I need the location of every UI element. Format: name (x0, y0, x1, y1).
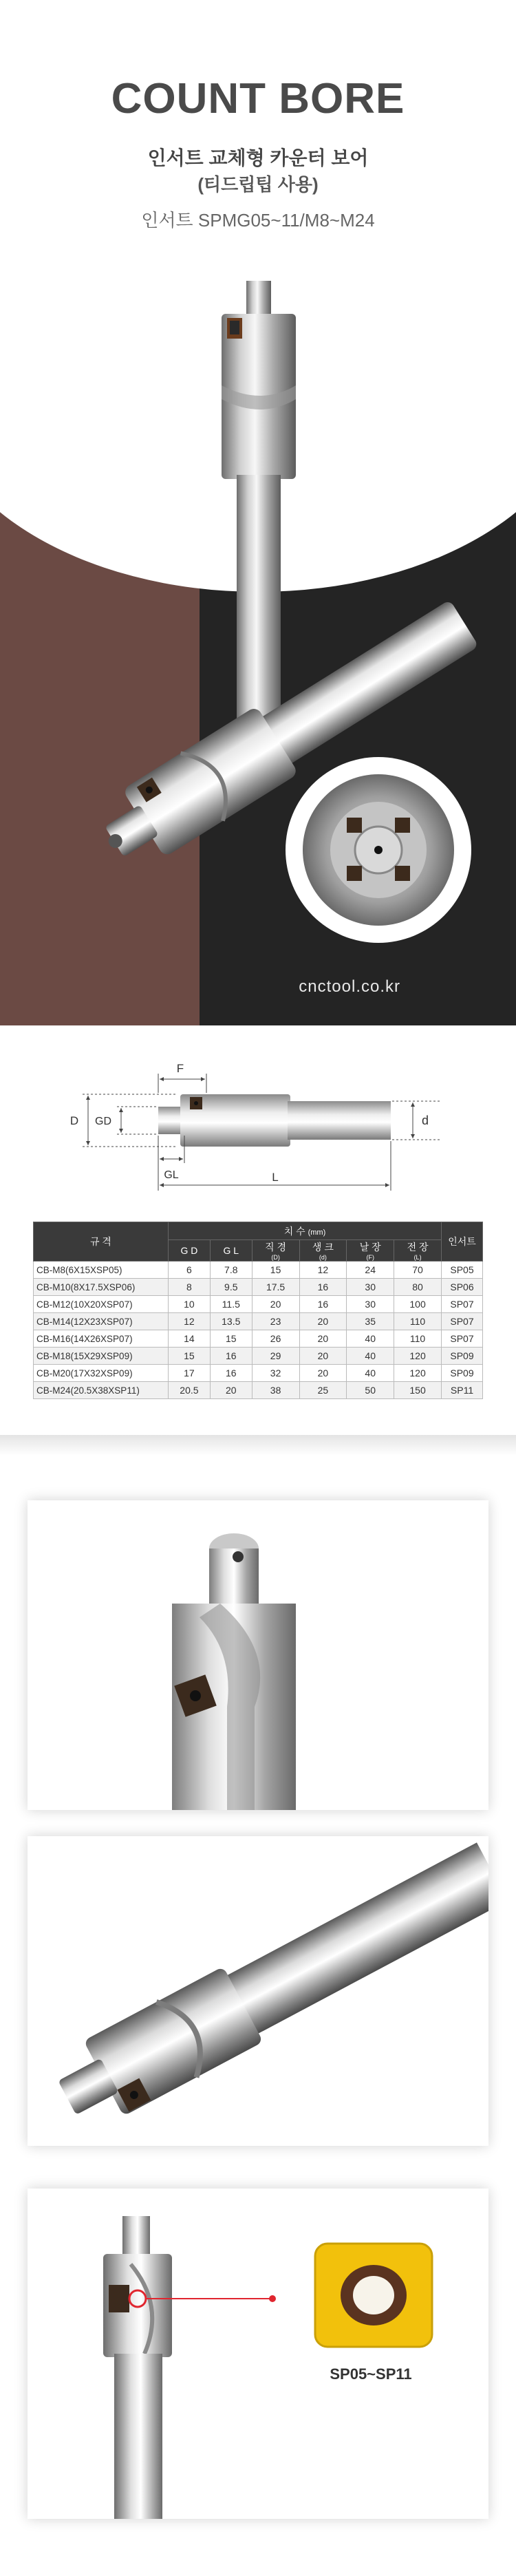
cell-gd: 14 (169, 1330, 211, 1348)
table-row (34, 1313, 483, 1330)
page-title: COUNT BORE (111, 75, 405, 123)
cell-blade: 50 (347, 1382, 394, 1399)
table-row (34, 1348, 483, 1365)
header-col-dia: 직 경 (D) (252, 1240, 299, 1262)
table-row (34, 1296, 483, 1313)
cell-blade: 40 (347, 1365, 394, 1382)
cell-dia: 26 (252, 1330, 299, 1348)
cell-shank: 20 (299, 1348, 347, 1365)
cell-dia: 17.5 (252, 1279, 299, 1296)
cell-shank: 16 (299, 1279, 347, 1296)
cell-gl: 7.8 (210, 1262, 252, 1279)
cell-shank: 16 (299, 1296, 347, 1313)
cell-gl: 15 (210, 1330, 252, 1348)
cell-gd: 12 (169, 1313, 211, 1330)
cell-insert: SP06 (442, 1279, 483, 1296)
cell-blade: 24 (347, 1262, 394, 1279)
cell-model: CB-M20(17X32XSP09) (34, 1365, 169, 1382)
table-row (34, 1382, 483, 1399)
cell-shank: 12 (299, 1262, 347, 1279)
insert-range-label: SP05~SP11 (330, 2365, 412, 2383)
diagram-label-l: L (272, 1171, 279, 1184)
cell-total: 110 (394, 1313, 442, 1330)
cell-shank: 20 (299, 1365, 347, 1382)
cell-gd: 6 (169, 1262, 211, 1279)
cell-total: 120 (394, 1348, 442, 1365)
cell-gl: 16 (210, 1365, 252, 1382)
cell-dia: 29 (252, 1348, 299, 1365)
table-row (34, 1279, 483, 1296)
cell-insert: SP07 (442, 1296, 483, 1313)
vertical-tool-image (222, 281, 296, 736)
cell-shank: 25 (299, 1382, 347, 1399)
cell-insert: SP07 (442, 1313, 483, 1330)
cell-total: 80 (394, 1279, 442, 1296)
diagram-tool-shank (288, 1101, 391, 1140)
cell-gd: 17 (169, 1365, 211, 1382)
cell-blade: 30 (347, 1279, 394, 1296)
cell-total: 110 (394, 1330, 442, 1348)
product-note: (티드립팁 사용) (197, 174, 319, 195)
header-insert: 인서트 (442, 1222, 483, 1262)
table-row (34, 1330, 483, 1348)
cell-gd: 20.5 (169, 1382, 211, 1399)
tool-photo-insert (28, 2189, 488, 2519)
cell-shank: 20 (299, 1330, 347, 1348)
cell-model: CB-M24(20.5X38XSP11) (34, 1382, 169, 1399)
cell-insert: SP11 (442, 1382, 483, 1399)
cell-blade: 35 (347, 1313, 394, 1330)
header-col-total: 전 장 (L) (394, 1240, 442, 1262)
cell-gd: 15 (169, 1348, 211, 1365)
tool-photo-side (28, 1836, 488, 2146)
diagram-label-d: D (69, 1114, 79, 1127)
product-subtitle: 인서트 교체형 카운터 보어 (147, 147, 369, 169)
hero-tool-illustration (0, 0, 516, 1025)
cell-model: CB-M16(14X26XSP07) (34, 1330, 169, 1348)
cell-total: 100 (394, 1296, 442, 1313)
cell-model: CB-M10(8X17.5XSP06) (34, 1279, 169, 1296)
photo-card-top-view (28, 1500, 488, 1810)
end-view-disc (286, 757, 471, 943)
cell-model: CB-M14(12X23XSP07) (34, 1313, 169, 1330)
diagram-label-gl: GL (164, 1169, 179, 1181)
diagram-label-gd: GD (95, 1116, 111, 1127)
header-col-blade: 날 장 (F) (347, 1240, 394, 1262)
cell-gd: 8 (169, 1279, 211, 1296)
header-col-gd: G D (169, 1240, 211, 1262)
header-col-gl: G L (210, 1240, 252, 1262)
cell-total: 70 (394, 1262, 442, 1279)
cell-gl: 11.5 (210, 1296, 252, 1313)
cell-model: CB-M8(6X15XSP05) (34, 1262, 169, 1279)
cell-total: 120 (394, 1365, 442, 1382)
cell-dia: 23 (252, 1313, 299, 1330)
spec-table (33, 1222, 483, 1399)
tool-photo-top (28, 1500, 488, 1810)
header-spec: 규 격 (34, 1222, 169, 1262)
cell-gl: 9.5 (210, 1279, 252, 1296)
header-col-shank: 생 크 (d) (299, 1240, 347, 1262)
cell-gd: 10 (169, 1296, 211, 1313)
section-divider (0, 1435, 516, 1456)
photo-card-insert-detail (28, 2189, 488, 2519)
photo-card-side-view (28, 1836, 488, 2146)
cell-shank: 20 (299, 1313, 347, 1330)
diagram-label-small-d: d (421, 1114, 429, 1127)
cell-insert: SP09 (442, 1348, 483, 1365)
table-row (34, 1365, 483, 1382)
cell-dia: 15 (252, 1262, 299, 1279)
cell-total: 150 (394, 1382, 442, 1399)
cell-model: CB-M12(10X20XSP07) (34, 1296, 169, 1313)
cell-insert: SP09 (442, 1365, 483, 1382)
insert-image (315, 2244, 432, 2347)
hero-section (0, 0, 516, 1025)
cell-insert: SP05 (442, 1262, 483, 1279)
cell-blade: 40 (347, 1348, 394, 1365)
cell-gl: 13.5 (210, 1313, 252, 1330)
header-dimensions: 치 수 (mm) (169, 1222, 442, 1240)
cell-dia: 20 (252, 1296, 299, 1313)
cell-dia: 38 (252, 1382, 299, 1399)
diagram-label-f: F (176, 1062, 184, 1075)
website-url: cnctool.co.kr (299, 977, 400, 996)
dimension-diagram (0, 1025, 516, 1201)
cell-model: CB-M18(15X29XSP09) (34, 1348, 169, 1365)
spec-table-wrapper (33, 1222, 483, 1399)
cell-insert: SP07 (442, 1330, 483, 1348)
cell-blade: 40 (347, 1330, 394, 1348)
cell-gl: 20 (210, 1382, 252, 1399)
cell-gl: 16 (210, 1348, 252, 1365)
table-row (34, 1262, 483, 1279)
insert-range-text: 인서트 SPMG05~11/M8~M24 (141, 210, 375, 231)
cell-dia: 32 (252, 1365, 299, 1382)
cell-blade: 30 (347, 1296, 394, 1313)
